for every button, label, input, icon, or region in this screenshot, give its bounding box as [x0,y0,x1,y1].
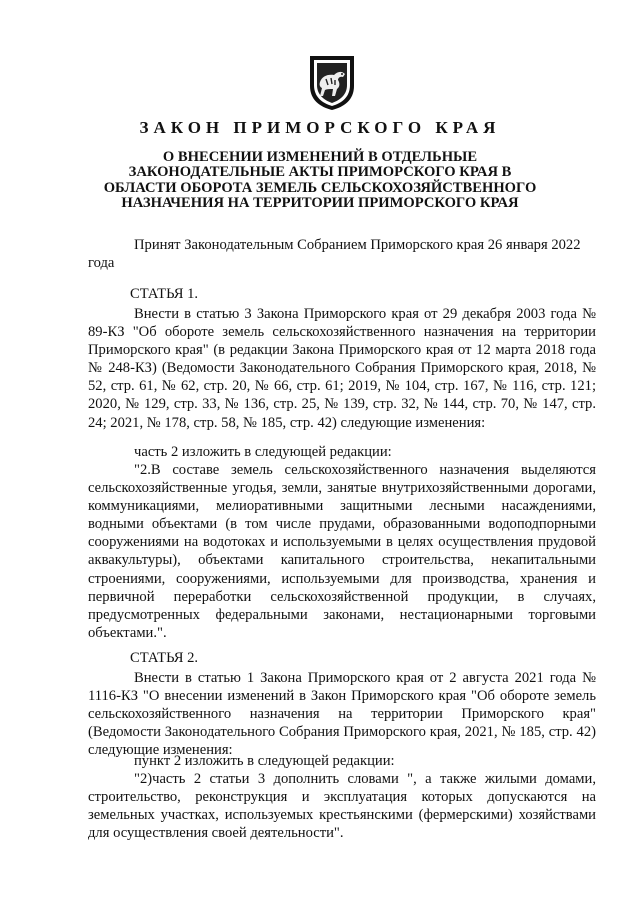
article-2-heading: СТАТЬЯ 2. [130,650,199,666]
article-2-item-text: пункт 2 изложить в следующей редакции: [134,753,395,769]
article-1-quote-text: "2.В составе земель сельскохозяйственного назначения выделяются сельскохозяйственные угодья, земли, занятые внутрихозяйственными дорогами, коммуникациями, мелиоративными защитными лесными насаждениями, водными объектами (в том числе прудами, образованными водоподпорными сооружениями на водотоках и используемыми в целях осуществления прудовой аквакультуры), объектами капитального строительства, некапитальными строениями, сооружениями, используемыми для производства, хранения и первичной переработки сельскохозяйственной продукции, в случаях, предусмотренных федеральными законами, нестационарными торговыми объектами.". [88,462,596,641]
article-2-item [88,752,596,770]
article-2-quote-text: "2)часть 2 статьи 3 дополнить словами ", а также жилыми домами, строительство, реконструкция и эксплуатация которых допускаются на земельных участках, используемых крестьянскими (фермерскими) хозяйствами для осуществления своей деятельности". [88,771,596,842]
article-2-intro [88,669,596,759]
law-subject: О ВНЕСЕНИИ ИЗМЕНЕНИЙ В ОТДЕЛЬНЫЕ ЗАКОНОДАТЕЛЬНЫЕ АКТЫ ПРИМОРСКОГО КРАЯ В ОБЛАСТИ ОБОРОТА ЗЕМЕЛЬ СЕЛЬСКОХОЗЯЙСТВЕННОГО НАЗНАЧЕНИЯ НА ТЕРРИТОРИИ ПРИМОРСКОГО КРАЯ [103,149,537,212]
adoption-text: Принят Законодательным Собранием Приморского края 26 января 2022 года [88,237,581,271]
law-title: ЗАКОН ПРИМОРСКОГО КРАЯ [139,118,501,137]
article-1-item-text: часть 2 изложить в следующей редакции: [134,444,392,460]
article-2-quote [88,770,596,842]
article-1-quote [88,461,596,642]
article-1-heading: СТАТЬЯ 1. [130,286,199,302]
article-1-intro [88,305,596,432]
article-2-intro-text: Внести в статью 1 Закона Приморского края от 2 августа 2021 года № 1116-КЗ "О внесении изменений в Закон Приморского края "Об обороте земель сельскохозяйственного назначения на территории Приморского края" (Ведомости Законодательного Собрания Приморского края, 2021, № 185, стр. 42) следующие изменения: [88,670,596,759]
article-1-item [88,443,596,461]
article-1-intro-text: Внести в статью 3 Закона Приморского края от 29 декабря 2003 года № 89-КЗ "Об обороте земель сельскохозяйственного назначения на территории Приморского края" (в редакции Закона Приморского края от 12 марта 2018 года № 248-КЗ) (Ведомости Законодательного Собрания Приморского края, 2018, № 52, стр. 61, № 62, стр. 20, № 66, стр. 61; 2019, № 104, стр. 167, № 116, стр. 121; 2020, № 129, стр. 33, № 136, стр. 25, № 139, стр. 32, № 144, стр. 70, № 147, стр. 24; 2021, № 178, стр. 58, № 185, стр. 42) следующие изменения: [88,306,596,431]
adoption-note [88,236,596,272]
coat-of-arms-icon [304,52,360,112]
